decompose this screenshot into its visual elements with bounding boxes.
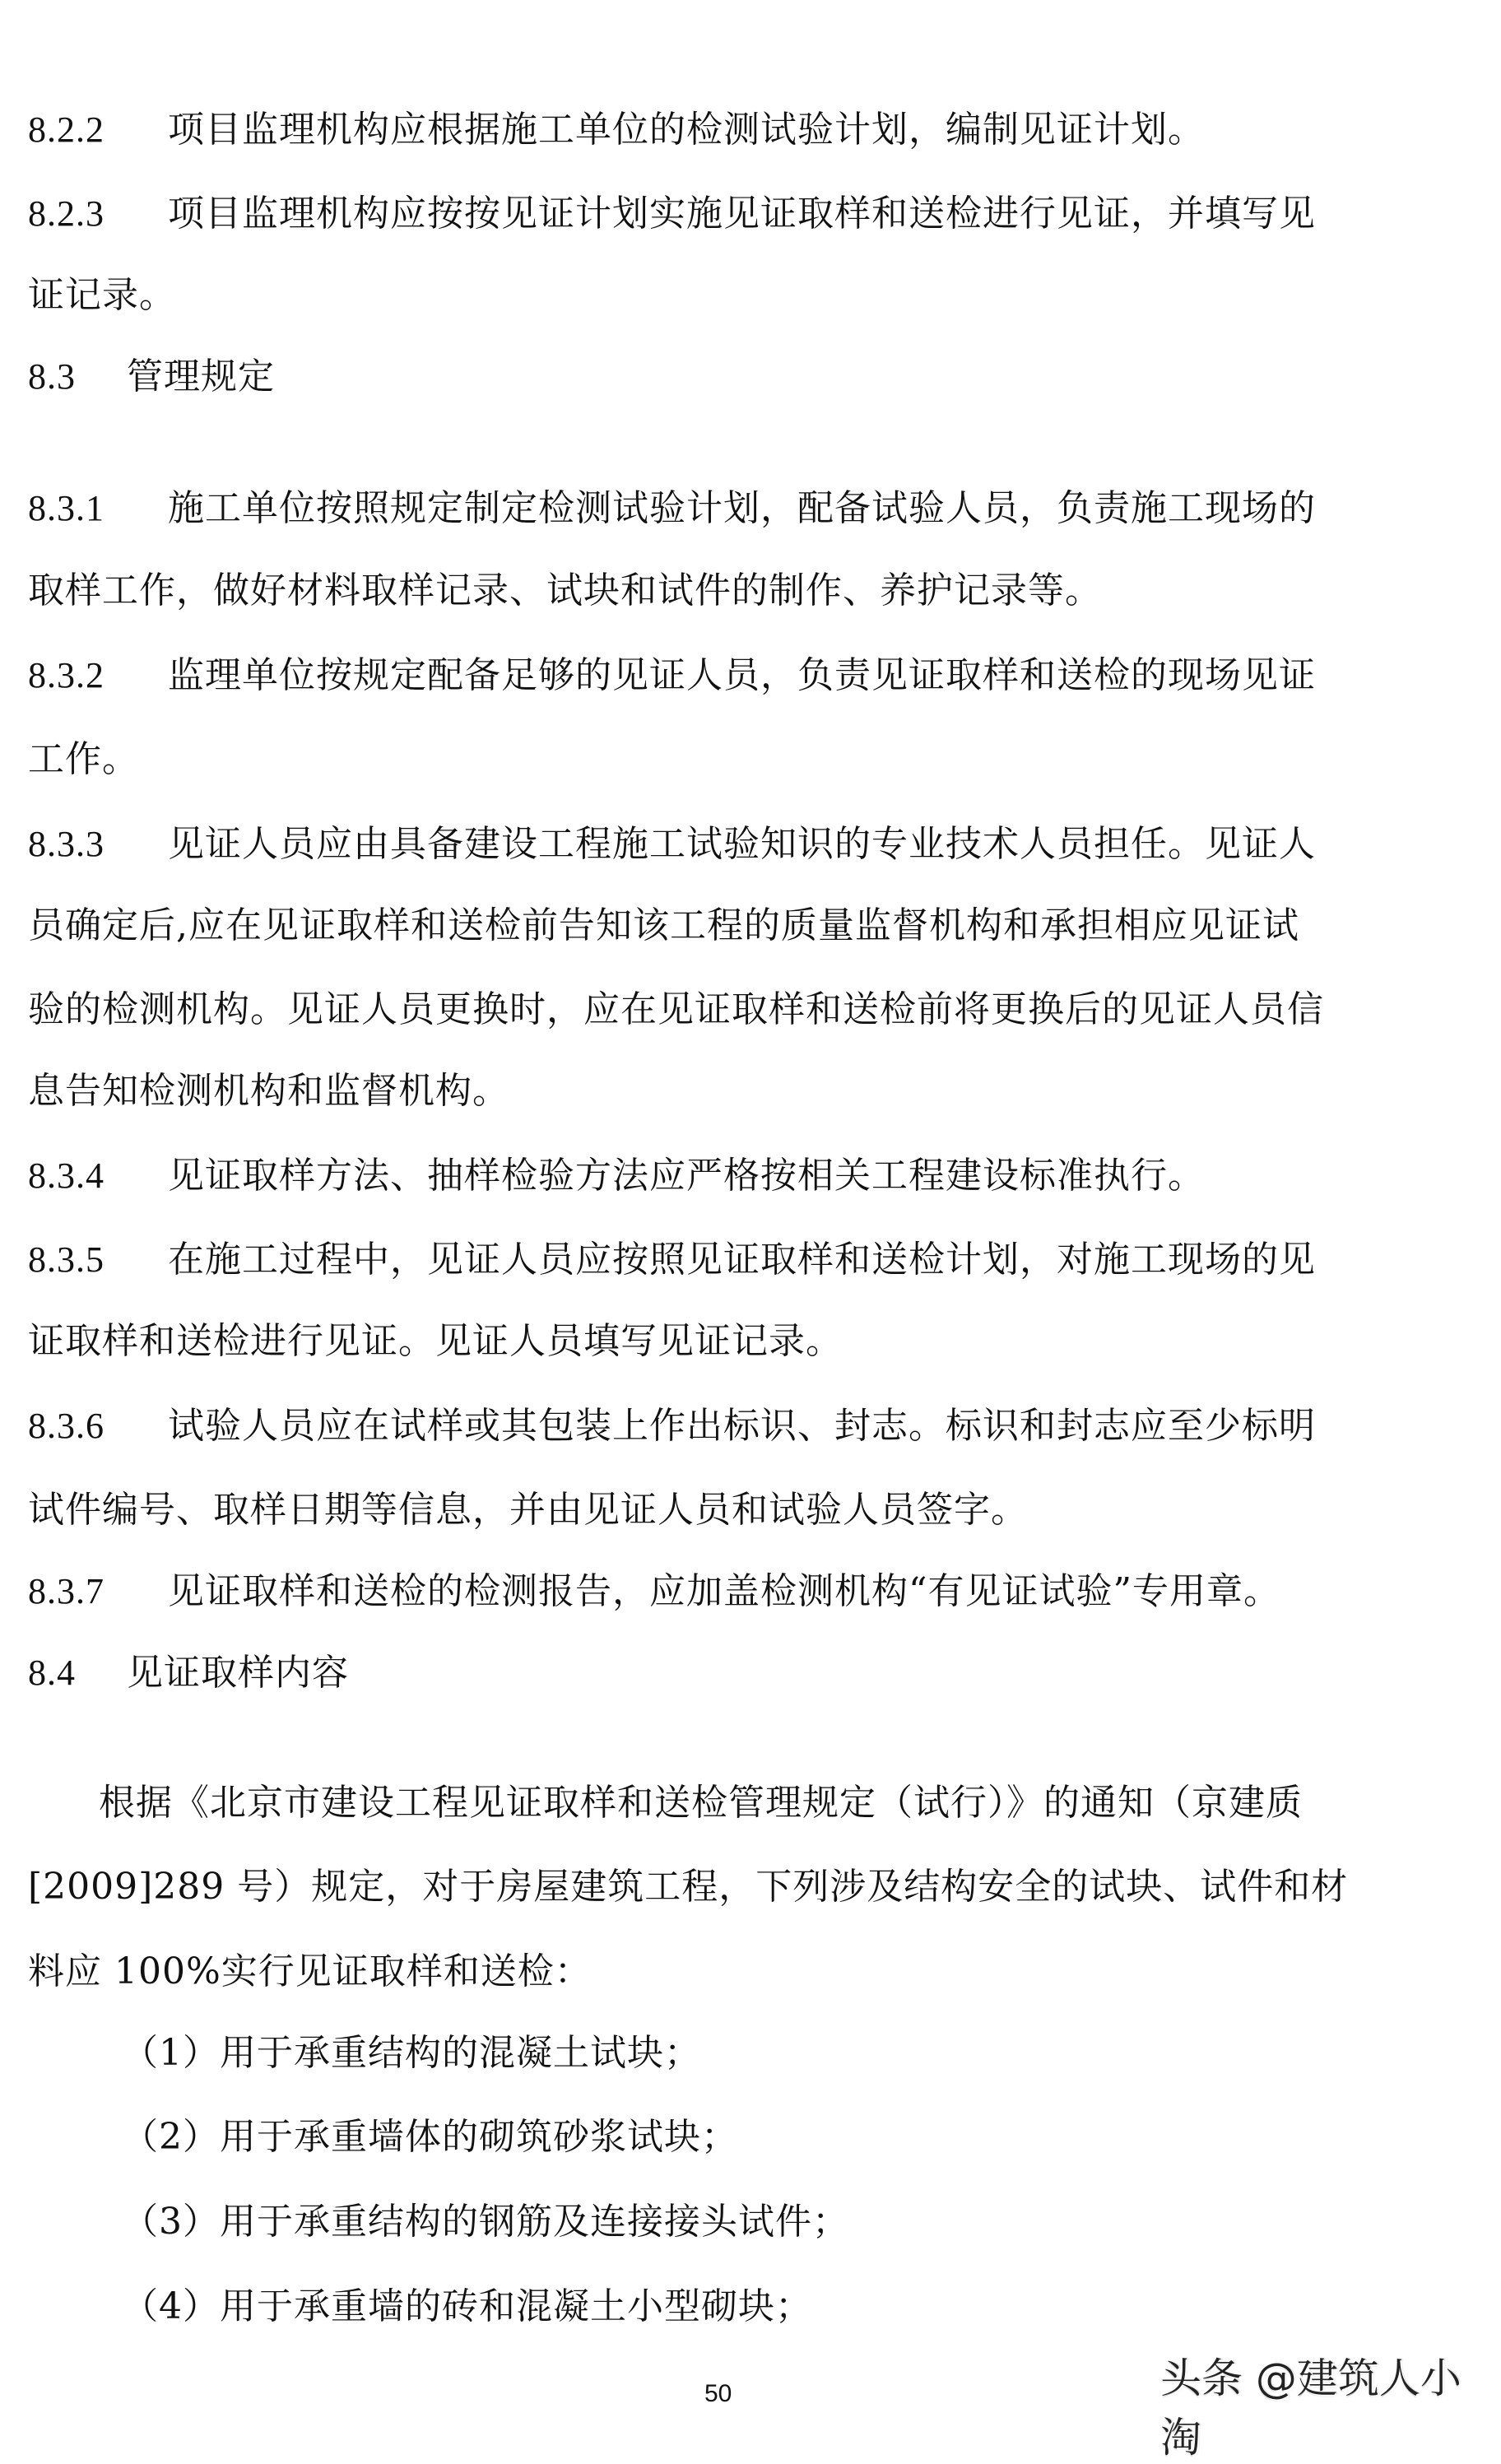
paragraph-text: 料应 100%实行见证取样和送检： — [28, 1950, 592, 1992]
paragraph-line — [28, 1862, 1348, 1912]
clause-8-2-3 — [28, 189, 1316, 239]
clause-number: 8.3.7 — [28, 1571, 105, 1611]
clause-text: 施工单位按照规定制定检测试验计划，配备试验人员，负责施工现场的 — [168, 487, 1316, 529]
paragraph-line — [28, 1947, 592, 1997]
clause-8-3-2 — [28, 651, 1316, 700]
section-heading-8-3 — [28, 352, 275, 402]
section-number: 8.3 — [28, 356, 76, 397]
clause-number: 8.3.2 — [28, 655, 105, 695]
clause-continuation — [28, 1067, 509, 1116]
clause-8-3-4 — [28, 1151, 1205, 1201]
section-title: 见证取样内容 — [127, 1652, 349, 1694]
page-number: 50 — [704, 2380, 732, 2407]
clause-continuation — [28, 901, 1299, 951]
clause-text: 项目监理机构应根据施工单位的检测试验计划，编制见证计划。 — [168, 109, 1205, 151]
section-title: 管理规定 — [127, 356, 275, 397]
clause-text: 证取样和送检进行见证。见证人员填写见证记录。 — [28, 1320, 843, 1362]
clause-8-2-2 — [28, 105, 1205, 155]
clause-8-3-7 — [28, 1567, 1280, 1616]
list-item — [122, 2029, 701, 2078]
clause-number: 8.2.3 — [28, 193, 105, 234]
clause-number: 8.3.5 — [28, 1239, 105, 1280]
section-number: 8.4 — [28, 1653, 76, 1693]
clause-text: 见证人员应由具备建设工程施工试验知识的专业技术人员担任。见证人 — [168, 823, 1316, 865]
clause-continuation — [28, 566, 1102, 616]
clause-continuation — [28, 1485, 1028, 1535]
clause-8-3-6 — [28, 1402, 1316, 1451]
list-item-text: （4）用于承重墙的砖和混凝土小型砌块； — [122, 2285, 812, 2327]
section-heading-8-4 — [28, 1648, 349, 1698]
list-item — [122, 2282, 812, 2332]
list-item-text: （2）用于承重墙体的砌筑砂浆试块； — [122, 2116, 738, 2158]
clause-text: 工作。 — [28, 738, 139, 780]
clause-continuation — [28, 985, 1324, 1034]
list-item — [122, 2197, 849, 2247]
clause-number: 8.3.3 — [28, 824, 105, 864]
clause-text: 验的检测机构。见证人员更换时，应在见证取样和送检前将更换后的见证人员信 — [28, 988, 1324, 1030]
clause-text: 员确定后,应在见证取样和送检前告知该工程的质量监督机构和承担相应见证试 — [28, 904, 1299, 946]
list-item-text: （1）用于承重结构的混凝土试块； — [122, 2032, 701, 2074]
clause-text: 取样工作，做好材料取样记录、试块和试件的制作、养护记录等。 — [28, 570, 1102, 611]
clause-text: 见证取样方法、抽样检验方法应严格按相关工程建设标准执行。 — [168, 1155, 1205, 1197]
watermark: 头条 @建筑人小淘 — [1160, 2355, 1462, 2462]
clause-8-3-1 — [28, 484, 1316, 533]
paragraph-line — [99, 1778, 1303, 1828]
clause-continuation — [28, 735, 139, 784]
paragraph-text: [2009]289 号）规定，对于房屋建筑工程，下列涉及结构安全的试块、试件和材 — [28, 1866, 1349, 1908]
clause-text: 项目监理机构应按按见证计划实施见证取样和送检进行见证，并填写见 — [168, 193, 1316, 235]
clause-8-3-3 — [28, 820, 1316, 869]
clause-text: 试验人员应在试样或其包装上作出标识、封志。标识和封志应至少标明 — [168, 1405, 1316, 1447]
list-item-text: （3）用于承重结构的钢筋及连接接头试件； — [122, 2201, 849, 2243]
clause-text: 在施工过程中，见证人员应按照见证取样和送检计划，对施工现场的见 — [168, 1239, 1316, 1281]
list-item — [122, 2113, 738, 2162]
clause-text: 证记录。 — [28, 274, 176, 316]
clause-number: 8.3.6 — [28, 1406, 105, 1446]
clause-8-3-5 — [28, 1235, 1316, 1285]
clause-text: 见证取样和送检的检测报告，应加盖检测机构“有见证试验”专用章。 — [168, 1570, 1280, 1612]
clause-number: 8.2.2 — [28, 109, 105, 150]
clause-text: 监理单位按规定配备足够的见证人员，负责见证取样和送检的现场见证 — [168, 654, 1316, 696]
clause-continuation — [28, 1317, 843, 1366]
clause-number: 8.3.4 — [28, 1155, 105, 1196]
paragraph-text: 根据《北京市建设工程见证取样和送检管理规定（试行）》的通知（京建质 — [99, 1782, 1303, 1824]
clause-text: 试件编号、取样日期等信息，并由见证人员和试验人员签字。 — [28, 1489, 1028, 1531]
clause-continuation — [28, 271, 176, 320]
clause-text: 息告知检测机构和监督机构。 — [28, 1070, 509, 1112]
clause-number: 8.3.1 — [28, 488, 105, 528]
